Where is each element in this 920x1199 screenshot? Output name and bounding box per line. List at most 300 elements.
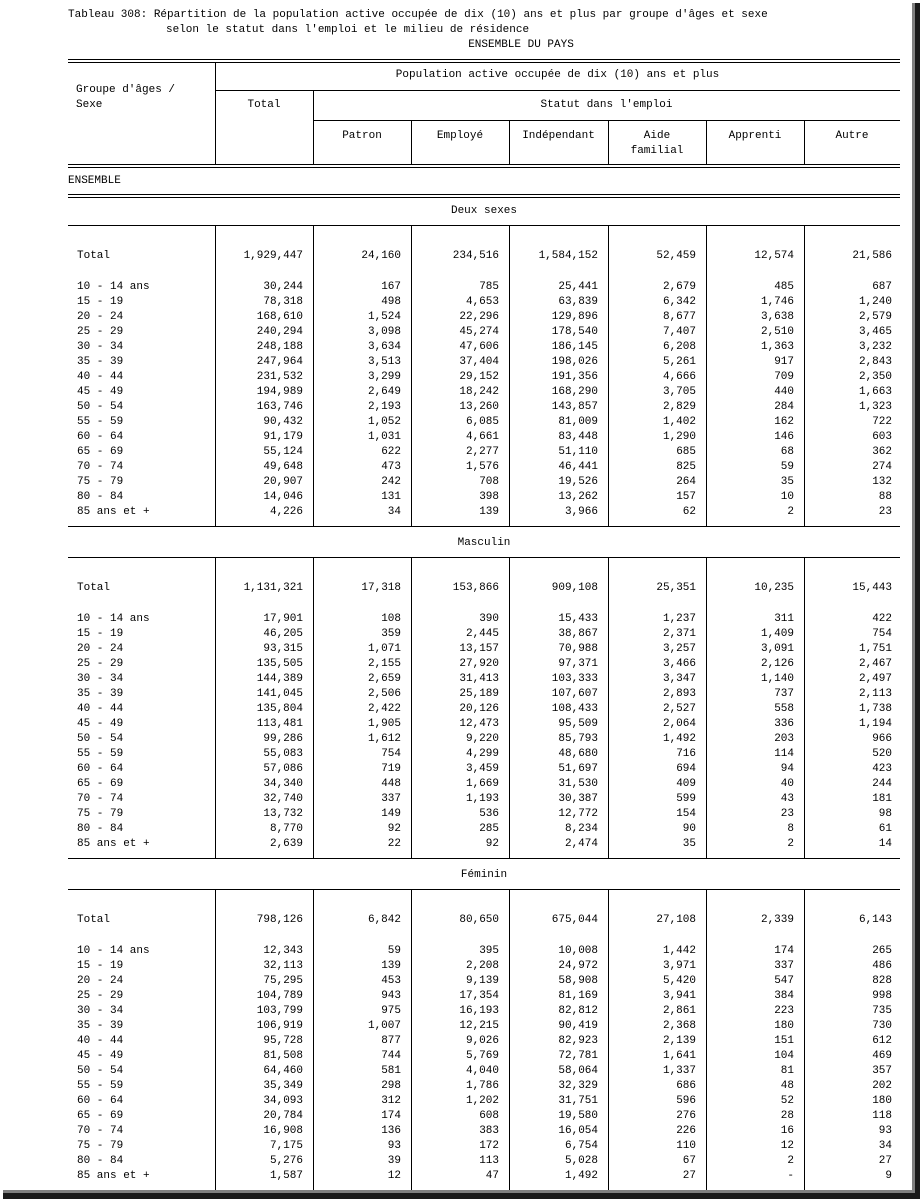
row-label: 75 - 79 bbox=[77, 1140, 124, 1153]
header-col-aide-line2: familial bbox=[630, 145, 684, 157]
cell-value: 13,260 bbox=[459, 400, 499, 413]
cell-value: 34 bbox=[387, 506, 401, 519]
cell-value: 19,526 bbox=[558, 476, 598, 489]
cell-value: 174 bbox=[774, 944, 794, 957]
cell-value: 917 bbox=[774, 355, 794, 368]
cell-value: 82,923 bbox=[558, 1034, 598, 1047]
header-bottom-rule bbox=[68, 164, 900, 168]
cell-value: 581 bbox=[381, 1064, 401, 1077]
table-row bbox=[68, 325, 900, 340]
cell-value: 22,296 bbox=[459, 310, 499, 323]
cell-value: 2,510 bbox=[760, 325, 794, 338]
table-row bbox=[68, 1049, 900, 1064]
cell-value: 203 bbox=[774, 732, 794, 745]
cell-value: 43 bbox=[780, 793, 794, 806]
cell-value: 9,220 bbox=[465, 732, 499, 745]
table-row bbox=[68, 370, 900, 385]
cell-value: 3,513 bbox=[367, 355, 401, 368]
header-col-apprenti: Apprenti bbox=[728, 130, 782, 142]
cell-value: 694 bbox=[676, 763, 696, 775]
cell-value: 828 bbox=[872, 974, 892, 987]
cell-value: 337 bbox=[381, 793, 401, 806]
cell-value: 39 bbox=[387, 1155, 401, 1168]
cell-value: 17,354 bbox=[459, 989, 499, 1002]
cell-value: 47 bbox=[485, 1170, 499, 1183]
row-label: 25 - 29 bbox=[77, 325, 124, 338]
header-rule bbox=[313, 120, 900, 121]
cell-value: 1,746 bbox=[760, 295, 794, 308]
cell-value: 46,205 bbox=[263, 627, 303, 640]
table-row bbox=[68, 490, 900, 505]
cell-value: 2,371 bbox=[662, 627, 696, 640]
cell-value: 14,046 bbox=[263, 491, 303, 504]
cell-value: 99,286 bbox=[263, 732, 303, 745]
row-label: Total bbox=[77, 250, 111, 262]
cell-value: 274 bbox=[872, 461, 892, 474]
cell-value: 1,131,321 bbox=[243, 582, 303, 594]
cell-value: 276 bbox=[676, 1110, 696, 1123]
cell-value: 27,108 bbox=[656, 914, 696, 926]
table-row bbox=[68, 1139, 900, 1154]
cell-value: 248,188 bbox=[256, 340, 303, 353]
table-title bbox=[68, 8, 768, 38]
cell-value: 198,026 bbox=[551, 355, 598, 368]
table-row bbox=[68, 657, 900, 672]
cell-value: 1,402 bbox=[662, 415, 696, 428]
header-rule bbox=[215, 90, 900, 91]
cell-value: 146 bbox=[774, 431, 794, 443]
cell-value: 709 bbox=[774, 370, 794, 383]
cell-value: 3,966 bbox=[564, 506, 598, 519]
cell-value: 31,530 bbox=[558, 778, 598, 791]
cell-value: 139 bbox=[381, 959, 401, 972]
cell-value: 754 bbox=[872, 627, 892, 640]
cell-value: 107,607 bbox=[551, 687, 598, 700]
cell-value: 5,420 bbox=[662, 974, 696, 987]
section-bottom-rule bbox=[68, 526, 900, 527]
cell-value: 81,009 bbox=[558, 415, 598, 428]
cell-value: 1,409 bbox=[760, 627, 794, 640]
header-row-label-line1: Groupe d'âges / bbox=[76, 84, 176, 96]
cell-value: 1,052 bbox=[367, 415, 401, 428]
cell-value: 240,294 bbox=[256, 325, 303, 338]
cell-value: 37,404 bbox=[459, 355, 499, 368]
cell-value: 57,086 bbox=[263, 763, 303, 775]
cell-value: 1,290 bbox=[662, 431, 696, 443]
cell-value: 473 bbox=[381, 461, 401, 474]
cell-value: 2,350 bbox=[858, 370, 892, 383]
cell-value: 722 bbox=[872, 415, 892, 428]
row-label: 75 - 79 bbox=[77, 808, 124, 821]
cell-value: 23 bbox=[878, 506, 892, 519]
cell-value: 12,473 bbox=[459, 717, 499, 730]
cell-value: 113,481 bbox=[256, 717, 303, 730]
row-label: 45 - 49 bbox=[77, 385, 124, 398]
cell-value: 244 bbox=[872, 778, 892, 791]
cell-value: 603 bbox=[872, 431, 892, 443]
table-row bbox=[68, 959, 900, 974]
table-subtitle: ENSEMBLE DU PAYS bbox=[468, 39, 574, 51]
cell-value: 3,459 bbox=[465, 763, 499, 775]
cell-value: 4,299 bbox=[465, 747, 499, 760]
table-row bbox=[68, 822, 900, 837]
table-row bbox=[68, 1169, 900, 1184]
row-label: 50 - 54 bbox=[77, 1064, 124, 1077]
cell-value: 966 bbox=[872, 732, 892, 745]
table-row bbox=[68, 1094, 900, 1109]
area-label: ENSEMBLE bbox=[68, 175, 121, 187]
cell-value: 6,085 bbox=[465, 415, 499, 428]
cell-value: 2,467 bbox=[858, 657, 892, 670]
cell-value: 2,277 bbox=[465, 446, 499, 459]
cell-value: 8,234 bbox=[564, 823, 598, 836]
cell-value: 55,083 bbox=[263, 747, 303, 760]
cell-value: 8,677 bbox=[662, 310, 696, 323]
row-label: 15 - 19 bbox=[77, 295, 124, 308]
cell-value: 118 bbox=[872, 1110, 892, 1123]
cell-value: 30,244 bbox=[263, 280, 303, 293]
row-label: 60 - 64 bbox=[77, 763, 124, 775]
cell-value: 24,160 bbox=[361, 250, 401, 262]
cell-value: 93,315 bbox=[263, 642, 303, 655]
row-label: 65 - 69 bbox=[77, 446, 124, 459]
cell-value: 81 bbox=[780, 1064, 794, 1077]
row-label: 70 - 74 bbox=[77, 461, 124, 474]
row-label: 20 - 24 bbox=[77, 974, 124, 987]
title-line-1: Tableau 308: Répartition de la population active occupée de dix (10) ans et plus par groupe d'âges et sexe bbox=[68, 9, 768, 21]
cell-value: 2,064 bbox=[662, 717, 696, 730]
row-label: 65 - 69 bbox=[77, 778, 124, 791]
cell-value: 5,769 bbox=[465, 1049, 499, 1062]
cell-value: 92 bbox=[485, 838, 499, 851]
cell-value: 4,226 bbox=[269, 506, 303, 519]
cell-value: 180 bbox=[774, 1019, 794, 1032]
cell-value: 2,193 bbox=[367, 400, 401, 413]
cell-value: 744 bbox=[381, 1049, 401, 1062]
cell-value: 486 bbox=[872, 959, 892, 972]
cell-value: 181 bbox=[872, 793, 892, 806]
cell-value: 2,829 bbox=[662, 400, 696, 413]
cell-value: 2,659 bbox=[367, 672, 401, 685]
row-label: 15 - 19 bbox=[77, 959, 124, 972]
cell-value: 2,639 bbox=[269, 838, 303, 851]
cell-value: 16,908 bbox=[263, 1125, 303, 1138]
cell-value: 139 bbox=[479, 506, 499, 519]
cell-value: 174 bbox=[381, 1110, 401, 1123]
cell-value: 469 bbox=[872, 1049, 892, 1062]
cell-value: 110 bbox=[676, 1140, 696, 1153]
cell-value: 153,866 bbox=[452, 582, 499, 594]
cell-value: 6,143 bbox=[858, 914, 892, 926]
table-row bbox=[68, 1004, 900, 1019]
cell-value: 440 bbox=[774, 385, 794, 398]
table-row bbox=[68, 1109, 900, 1124]
cell-value: 12,343 bbox=[263, 944, 303, 957]
section-rule bbox=[68, 225, 900, 226]
section-heading: Féminin bbox=[460, 869, 508, 881]
row-label: 70 - 74 bbox=[77, 1125, 124, 1138]
row-label: 20 - 24 bbox=[77, 642, 124, 655]
table-row bbox=[68, 355, 900, 370]
cell-value: 558 bbox=[774, 702, 794, 715]
row-label: 60 - 64 bbox=[77, 1095, 124, 1107]
row-label: 45 - 49 bbox=[77, 717, 124, 730]
cell-value: 16 bbox=[780, 1125, 794, 1138]
cell-value: 47,606 bbox=[459, 340, 499, 353]
cell-value: 395 bbox=[479, 944, 499, 957]
table-row bbox=[68, 627, 900, 642]
cell-value: 144,389 bbox=[256, 672, 303, 685]
cell-value: 2,649 bbox=[367, 385, 401, 398]
cell-value: 3,466 bbox=[662, 657, 696, 670]
cell-value: 2,843 bbox=[858, 355, 892, 368]
cell-value: 8,770 bbox=[269, 823, 303, 836]
cell-value: 15,433 bbox=[558, 612, 598, 625]
cell-value: 737 bbox=[774, 687, 794, 700]
cell-value: 1,929,447 bbox=[243, 250, 303, 262]
cell-value: 13,262 bbox=[558, 491, 598, 504]
cell-value: 1,587 bbox=[269, 1170, 303, 1183]
cell-value: 104,789 bbox=[256, 989, 303, 1002]
cell-value: 34,340 bbox=[263, 778, 303, 791]
row-label: 50 - 54 bbox=[77, 400, 124, 413]
cell-value: 265 bbox=[872, 944, 892, 957]
cell-value: 12 bbox=[780, 1140, 794, 1153]
cell-value: 172 bbox=[479, 1140, 499, 1153]
page-shadow bbox=[3, 1193, 920, 1199]
section-rule bbox=[68, 889, 900, 890]
cell-value: 1,194 bbox=[858, 717, 892, 730]
cell-value: 17,318 bbox=[361, 582, 401, 594]
table-row bbox=[68, 642, 900, 657]
cell-value: 909,108 bbox=[551, 582, 598, 594]
cell-value: 149 bbox=[381, 808, 401, 821]
cell-value: 163,746 bbox=[256, 400, 303, 413]
cell-value: 2,679 bbox=[662, 280, 696, 293]
cell-value: 498 bbox=[381, 295, 401, 308]
cell-value: 51,697 bbox=[558, 763, 598, 775]
cell-value: 52 bbox=[780, 1095, 794, 1107]
cell-value: 68 bbox=[780, 446, 794, 459]
cell-value: 63,839 bbox=[558, 295, 598, 308]
row-label: 55 - 59 bbox=[77, 1079, 124, 1092]
cell-value: 90,419 bbox=[558, 1019, 598, 1032]
cell-value: 3,299 bbox=[367, 370, 401, 383]
section-rule bbox=[68, 557, 900, 558]
cell-value: 25,351 bbox=[656, 582, 696, 594]
cell-value: 58,908 bbox=[558, 974, 598, 987]
cell-value: 1,669 bbox=[465, 778, 499, 791]
cell-value: 298 bbox=[381, 1079, 401, 1092]
cell-value: 103,799 bbox=[256, 1004, 303, 1017]
cell-value: 186,145 bbox=[551, 340, 598, 353]
cell-value: 730 bbox=[872, 1019, 892, 1032]
cell-value: 31,751 bbox=[558, 1095, 598, 1107]
cell-value: 6,208 bbox=[662, 340, 696, 353]
cell-value: 178,540 bbox=[551, 325, 598, 338]
cell-value: 2,474 bbox=[564, 838, 598, 851]
cell-value: 2 bbox=[787, 506, 794, 519]
cell-value: 362 bbox=[872, 446, 892, 459]
row-label: 50 - 54 bbox=[77, 732, 124, 745]
cell-value: 141,045 bbox=[256, 687, 303, 700]
cell-value: 67 bbox=[682, 1155, 696, 1168]
total-row bbox=[68, 249, 900, 264]
cell-value: 27,920 bbox=[459, 657, 499, 670]
cell-value: 27 bbox=[682, 1170, 696, 1183]
header-row-label-line2: Sexe bbox=[76, 99, 103, 111]
cell-value: 2,506 bbox=[367, 687, 401, 700]
cell-value: 35 bbox=[682, 838, 696, 851]
header-col-independant: Indépendant bbox=[522, 130, 595, 142]
cell-value: 357 bbox=[872, 1064, 892, 1077]
cell-value: 98 bbox=[878, 808, 892, 821]
cell-value: 157 bbox=[676, 491, 696, 504]
cell-value: 20,126 bbox=[459, 702, 499, 715]
table-row bbox=[68, 295, 900, 310]
cell-value: 18,242 bbox=[459, 385, 499, 398]
cell-value: 2,368 bbox=[662, 1019, 696, 1032]
cell-value: 32,740 bbox=[263, 793, 303, 806]
row-label: 60 - 64 bbox=[77, 431, 124, 443]
cell-value: 622 bbox=[381, 446, 401, 459]
cell-value: 1,492 bbox=[564, 1170, 598, 1183]
table-row bbox=[68, 747, 900, 762]
area-rule bbox=[68, 194, 900, 198]
cell-value: 384 bbox=[774, 989, 794, 1002]
table-row bbox=[68, 430, 900, 445]
cell-value: 5,028 bbox=[564, 1155, 598, 1168]
cell-value: 104 bbox=[774, 1049, 794, 1062]
cell-value: 34,093 bbox=[263, 1095, 303, 1107]
cell-value: 3,098 bbox=[367, 325, 401, 338]
cell-value: 88 bbox=[878, 491, 892, 504]
table-row bbox=[68, 280, 900, 295]
cell-value: 10,008 bbox=[558, 944, 598, 957]
cell-value: 264 bbox=[676, 476, 696, 489]
cell-value: 64,460 bbox=[263, 1064, 303, 1077]
cell-value: 1,323 bbox=[858, 400, 892, 413]
row-label: 10 - 14 ans bbox=[77, 612, 150, 625]
cell-value: 5,276 bbox=[269, 1155, 303, 1168]
table-row bbox=[68, 687, 900, 702]
cell-value: 49,648 bbox=[263, 461, 303, 474]
row-label: 85 ans et + bbox=[77, 506, 150, 519]
cell-value: 2,155 bbox=[367, 657, 401, 670]
table-row bbox=[68, 777, 900, 792]
table-row bbox=[68, 807, 900, 822]
cell-value: 1,576 bbox=[465, 461, 499, 474]
cell-value: 685 bbox=[676, 446, 696, 459]
row-label: 85 ans et + bbox=[77, 838, 150, 851]
row-label: 80 - 84 bbox=[77, 1155, 124, 1168]
cell-value: 485 bbox=[774, 280, 794, 293]
row-label: 25 - 29 bbox=[77, 657, 124, 670]
cell-value: 798,126 bbox=[256, 914, 303, 926]
total-row bbox=[68, 581, 900, 596]
cell-value: 1,786 bbox=[465, 1079, 499, 1092]
cell-value: 22 bbox=[387, 838, 401, 851]
row-label: 75 - 79 bbox=[77, 476, 124, 489]
cell-value: 754 bbox=[381, 747, 401, 760]
row-label: 40 - 44 bbox=[77, 370, 124, 383]
row-label: 20 - 24 bbox=[77, 310, 124, 323]
cell-value: 6,754 bbox=[564, 1140, 598, 1153]
cell-value: 90 bbox=[682, 823, 696, 836]
row-label: 40 - 44 bbox=[77, 1034, 124, 1047]
cell-value: 2,208 bbox=[465, 959, 499, 972]
cell-value: 10,235 bbox=[754, 582, 794, 594]
cell-value: 716 bbox=[676, 747, 696, 760]
cell-value: 52,459 bbox=[656, 250, 696, 262]
cell-value: 78,318 bbox=[263, 295, 303, 308]
cell-value: 23 bbox=[780, 808, 794, 821]
row-label: 35 - 39 bbox=[77, 355, 124, 368]
cell-value: 202 bbox=[872, 1079, 892, 1092]
table-row bbox=[68, 1079, 900, 1094]
row-label: Total bbox=[77, 914, 111, 926]
cell-value: 93 bbox=[878, 1125, 892, 1138]
cell-value: 72,781 bbox=[558, 1049, 598, 1062]
row-label: Total bbox=[77, 582, 111, 594]
cell-value: 95,509 bbox=[558, 717, 598, 730]
row-label: 25 - 29 bbox=[77, 989, 124, 1002]
cell-value: 2,139 bbox=[662, 1034, 696, 1047]
cell-value: 10 bbox=[780, 491, 794, 504]
cell-value: 547 bbox=[774, 974, 794, 987]
table-row bbox=[68, 475, 900, 490]
cell-value: 81,169 bbox=[558, 989, 598, 1002]
page-shadow bbox=[915, 3, 920, 1199]
cell-value: 231,532 bbox=[256, 370, 303, 383]
cell-value: 8 bbox=[787, 823, 794, 836]
cell-value: 423 bbox=[872, 763, 892, 775]
cell-value: 1,007 bbox=[367, 1019, 401, 1032]
table-row bbox=[68, 762, 900, 777]
cell-value: 75,295 bbox=[263, 974, 303, 987]
cell-value: 16,193 bbox=[459, 1004, 499, 1017]
cell-value: 62 bbox=[682, 506, 696, 519]
cell-value: 97,371 bbox=[558, 657, 598, 670]
cell-value: 1,237 bbox=[662, 612, 696, 625]
cell-value: 285 bbox=[479, 823, 499, 836]
cell-value: 234,516 bbox=[452, 250, 499, 262]
cell-value: 194,989 bbox=[256, 385, 303, 398]
cell-value: 2,422 bbox=[367, 702, 401, 715]
row-label: 55 - 59 bbox=[77, 747, 124, 760]
cell-value: 113 bbox=[479, 1155, 499, 1168]
cell-value: 35,349 bbox=[263, 1079, 303, 1092]
cell-value: 3,347 bbox=[662, 672, 696, 685]
cell-value: 975 bbox=[381, 1004, 401, 1017]
cell-value: 59 bbox=[780, 461, 794, 474]
cell-value: 70,988 bbox=[558, 642, 598, 655]
cell-value: 1,140 bbox=[760, 672, 794, 685]
cell-value: 998 bbox=[872, 989, 892, 1002]
cell-value: 55,124 bbox=[263, 446, 303, 459]
row-label: 85 ans et + bbox=[77, 1170, 150, 1183]
row-label: 35 - 39 bbox=[77, 687, 124, 700]
table-row bbox=[68, 837, 900, 852]
cell-value: 336 bbox=[774, 717, 794, 730]
cell-value: 383 bbox=[479, 1125, 499, 1138]
cell-value: 136 bbox=[381, 1125, 401, 1138]
row-label: 30 - 34 bbox=[77, 672, 124, 685]
title-line-2: selon le statut dans l'emploi et le milieu de résidence bbox=[166, 24, 530, 36]
cell-value: 1,363 bbox=[760, 340, 794, 353]
cell-value: 2,497 bbox=[858, 672, 892, 685]
cell-value: 27 bbox=[878, 1155, 892, 1168]
